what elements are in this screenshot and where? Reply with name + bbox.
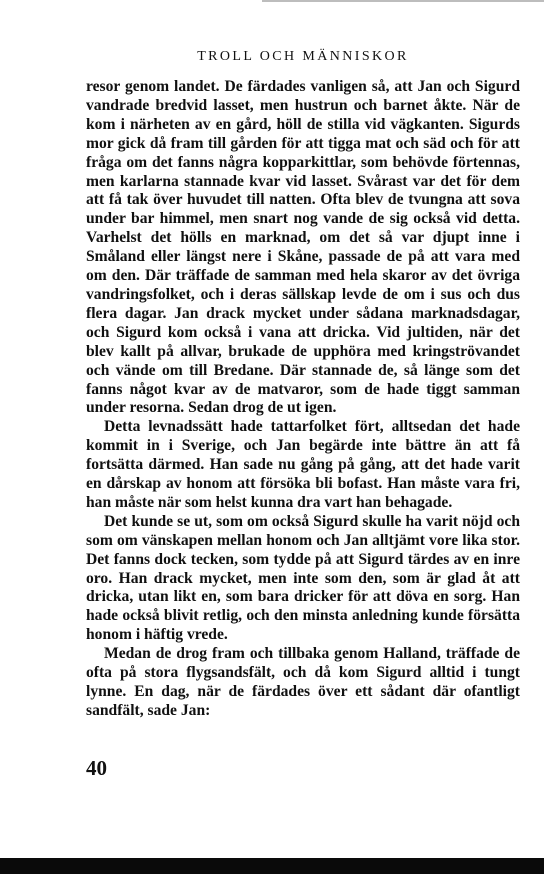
bottom-edge-bar — [0, 858, 544, 874]
paragraph-2: Detta levnadssätt hade tattarfolket fört, alltsedan det hade kommit in i Sverige, och Jan begärde inte bättre än att få fortsätta därmed. Han sade nu gång på gång, att det hade varit en dårskap av honom att försöka bli bofast. Han måste vara fri, han måste när som helst kunna dra vart han behagade. — [86, 418, 520, 511]
top-edge-rule — [262, 0, 544, 2]
body-text — [86, 78, 520, 721]
paragraph-1: resor genom landet. De färdades vanligen så, att Jan och Sigurd vandrade bredvid lasset, men hustrun och barnet åkte. När de kom i närheten av en gård, höll de stilla vid vägkanten. Sigurds mor gick då fram till gården för att tigga mat och säd och för att fråga om det fanns några kopparkittlar, som behövde förtennas, men karlarna stannade kvar vid lasset. Svårast var det för dem att få tak över huvudet till natten. Ofta blev de tvungna att sova under bar himmel, men snart nog vande de sig också vid detta. Varhelst det hölls en marknad, om det så var djupt inne i Småland eller längst nere i Skåne, passade de på att vara med om den. Där träffade de samman med hela skaror av det övriga vandringsfolket, och i deras sällskap levde de om i sus och dus flera dagar. Jan drack mycket under sådana marknadsdagar, och Sigurd kom också i vana att dricka. Vid jultiden, när det blev kallt på allvar, brukade de upphöra med kringströvandet och vände om till Bredane. Där stannade de, så länge som det fanns något kvar av de matvaror, som de hade tiggt samman under resorna. Sedan drog de ut igen. — [86, 78, 520, 417]
page-number: 40 — [86, 756, 107, 780]
paragraph-3: Det kunde se ut, som om också Sigurd skulle ha varit nöjd och som om vänskapen mellan honom och Jan alltjämt vore lika stor. Det fanns dock tecken, som tydde på att Sigurd tärdes av en inre oro. Han drack mycket, men inte som den, som är glad åt att dricka, utan likt en, som bara dricker för att döva en sorg. Han hade också blivit retlig, och den minsta anledning kunde försätta honom i häftig vrede. — [86, 512, 520, 644]
running-head: TROLL OCH MÄNNISKOR — [197, 49, 409, 64]
paragraph-4: Medan de drog fram och tillbaka genom Halland, träffade de ofta på stora flygsandsfält, och då kom Sigurd alltid i tungt lynne. En dag, när de färdades över ett sådant där ofantligt sandfält, sade Jan: — [86, 645, 520, 719]
